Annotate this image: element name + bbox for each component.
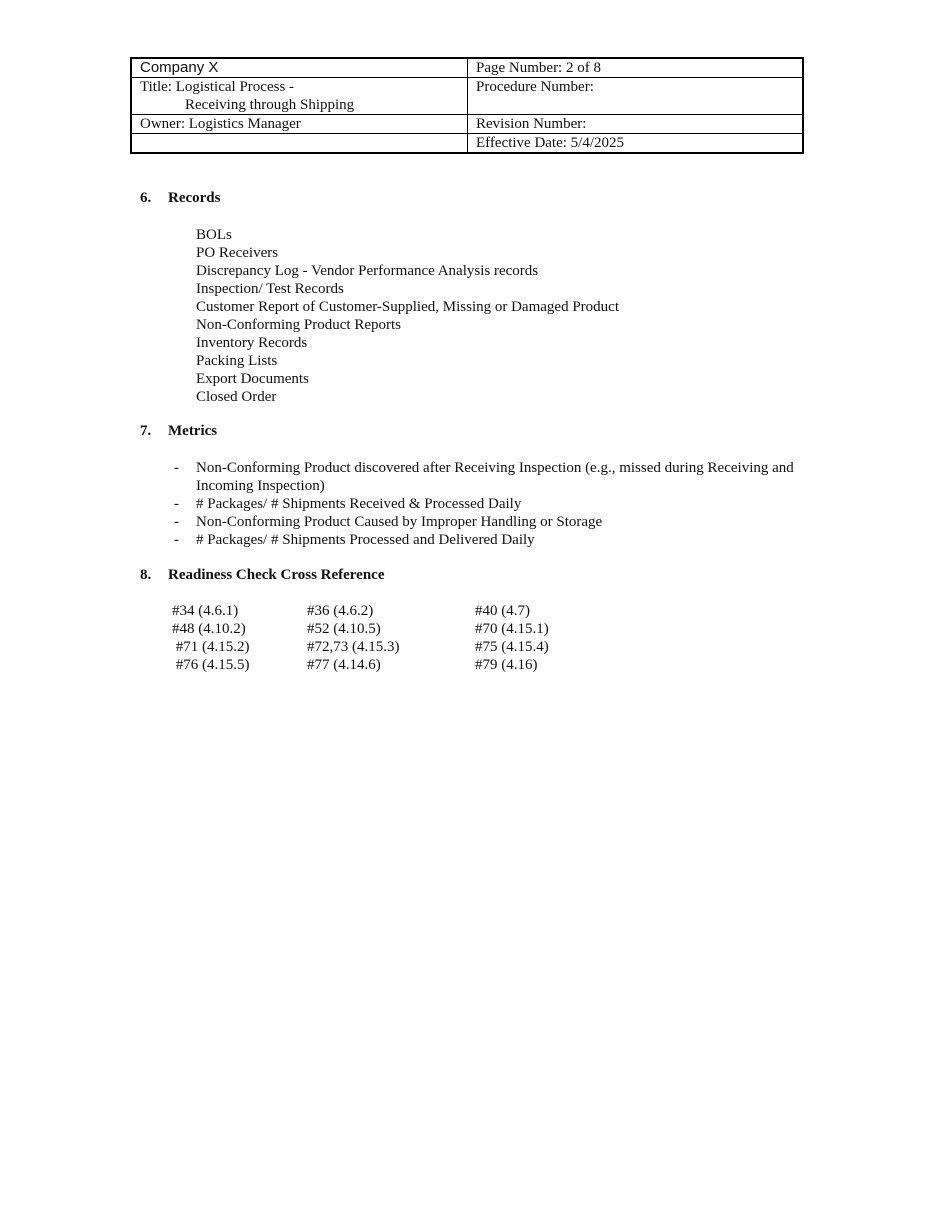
table-cell: #52 (4.10.5) (307, 621, 381, 637)
records-list (196, 226, 619, 406)
table-row (172, 620, 595, 638)
list-item: Inventory Records (196, 335, 308, 351)
table-cell: #75 (4.15.4) (475, 639, 549, 655)
metric-text: Non-Conforming Product Caused by Improper Handling or Storage (196, 514, 603, 530)
records-number: 6. (140, 190, 152, 206)
list-item (174, 495, 814, 513)
table-cell: #34 (4.6.1) (172, 603, 239, 619)
list-item: Closed Order (196, 389, 277, 405)
table-cell: #70 (4.15.1) (475, 621, 549, 637)
revision-number: Revision Number: (468, 115, 804, 134)
table-cell: #79 (4.16) (475, 657, 538, 673)
company-name: Company X (131, 58, 468, 78)
title-line-2: Receiving through Shipping (185, 97, 355, 113)
table-row (172, 638, 595, 656)
list-item: BOLs (196, 227, 232, 243)
records-title: Records (168, 190, 221, 206)
metrics-number: 7. (140, 423, 152, 439)
effective-date: Effective Date: 5/4/2025 (468, 134, 804, 154)
owner: Owner: Logistics Manager (131, 115, 468, 134)
table-cell: #76 (4.15.5) (172, 657, 250, 673)
table-row (172, 656, 595, 674)
list-item: Export Documents (196, 371, 309, 387)
list-item: Customer Report of Customer-Supplied, Missing or Damaged Product (196, 299, 619, 315)
document-header-table (130, 57, 804, 154)
table-cell: #71 (4.15.2) (172, 639, 250, 655)
metrics-list (174, 459, 814, 549)
list-item (174, 513, 814, 531)
metric-text: # Packages/ # Shipments Processed and Delivered Daily (196, 532, 535, 548)
records-heading (140, 190, 221, 207)
readiness-heading (140, 567, 385, 584)
metrics-title: Metrics (168, 423, 218, 439)
dash-bullet: - (174, 460, 179, 476)
empty-cell (131, 134, 468, 154)
dash-bullet: - (174, 514, 179, 530)
dash-bullet: - (174, 496, 179, 512)
list-item: Packing Lists (196, 353, 278, 369)
title-line-1: Title: Logistical Process - (140, 79, 295, 95)
dash-bullet: - (174, 532, 179, 548)
metrics-heading (140, 423, 217, 440)
metric-text: Non-Conforming Product discovered after Receiving Inspection (e.g., missed during Receiving and Incoming Inspection) (196, 460, 794, 494)
metric-text: # Packages/ # Shipments Received & Processed Daily (196, 496, 522, 512)
cross-reference-table (172, 602, 595, 674)
list-item (174, 459, 814, 495)
procedure-number: Procedure Number: (468, 78, 804, 115)
list-item: Non-Conforming Product Reports (196, 317, 401, 333)
list-item: Inspection/ Test Records (196, 281, 344, 297)
table-cell: #40 (4.7) (475, 603, 530, 619)
list-item: PO Receivers (196, 245, 279, 261)
readiness-title: Readiness Check Cross Reference (168, 567, 385, 583)
list-item: Discrepancy Log - Vendor Performance Analysis records (196, 263, 539, 279)
list-item (174, 531, 814, 549)
page-number: Page Number: 2 of 8 (468, 58, 804, 78)
table-row (172, 602, 595, 620)
table-cell: #72,73 (4.15.3) (307, 639, 400, 655)
table-cell: #48 (4.10.2) (172, 621, 246, 637)
readiness-number: 8. (140, 567, 152, 583)
table-cell: #77 (4.14.6) (307, 657, 381, 673)
document-title (131, 78, 468, 115)
table-cell: #36 (4.6.2) (307, 603, 374, 619)
